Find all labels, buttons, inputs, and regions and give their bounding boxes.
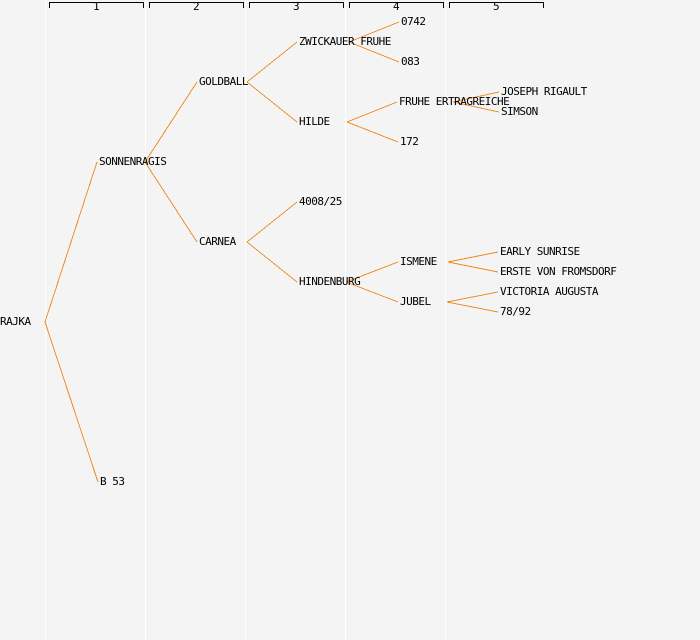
pedigree-edge-hilde-to-172 [347, 122, 398, 142]
pedigree-edge-ismene-to-erste-von-fromsdorf [448, 262, 498, 272]
pedigree-edge-hilde-to-fruhe-ertragreiche [347, 102, 397, 122]
tree-node-zwickauer-fruhe: ZWICKAUER FRUHE [299, 35, 391, 49]
tree-node-sonnenragis: SONNENRAGIS [99, 155, 167, 169]
pedigree-edge-goldball-to-zwickauer-fruhe [247, 42, 297, 82]
generation-number: 3 [292, 0, 300, 13]
pedigree-edge-sonnenragis-to-goldball [145, 82, 197, 162]
tree-node-172: 172 [400, 135, 419, 149]
generation-number: 4 [392, 0, 400, 13]
tree-node-083: 083 [401, 55, 420, 69]
pedigree-edge-carnea-to-4008-25 [247, 202, 297, 242]
tree-node-joseph-rigault: JOSEPH RIGAULT [501, 85, 587, 99]
tree-node-ismene: ISMENE [400, 255, 437, 269]
tree-node-0742: 0742 [401, 15, 426, 29]
tree-node-fruhe-ertragreiche: FRUHE ERTRAGREICHE [399, 95, 510, 109]
tree-node-goldball: GOLDBALL [199, 75, 248, 89]
generation-number: 5 [492, 0, 500, 13]
tree-node-jubel: JUBEL [400, 295, 431, 309]
tree-node-early-sunrise: EARLY SUNRISE [500, 245, 580, 259]
pedigree-edge-sonnenragis-to-carnea [145, 162, 197, 242]
tree-node-simson: SIMSON [501, 105, 538, 119]
tree-node-78-92: 78/92 [500, 305, 531, 319]
pedigree-edge-jubel-to-78-92 [447, 302, 498, 312]
pedigree-edge-jubel-to-victoria-augusta [447, 292, 498, 302]
tree-node-hilde: HILDE [299, 115, 330, 129]
tree-node-b-53: B 53 [100, 475, 125, 489]
tree-node-4008-25: 4008/25 [299, 195, 342, 209]
tree-node-erste-von-fromsdorf: ERSTE VON FROMSDORF [500, 265, 617, 279]
generation-number: 2 [192, 0, 200, 13]
tree-node-carnea: CARNEA [199, 235, 236, 249]
pedigree-edge-rajka-to-sonnenragis [45, 162, 97, 322]
tree-node-rajka: RAJKA [0, 315, 31, 329]
generation-number: 1 [92, 0, 100, 13]
pedigree-edge-ismene-to-early-sunrise [448, 252, 498, 262]
tree-node-victoria-augusta: VICTORIA AUGUSTA [500, 285, 598, 299]
pedigree-edge-carnea-to-hindenburg [247, 242, 297, 282]
tree-node-hindenburg: HINDENBURG [299, 275, 361, 289]
pedigree-edge-rajka-to-b-53 [45, 322, 98, 482]
pedigree-edge-goldball-to-hilde [247, 82, 297, 122]
